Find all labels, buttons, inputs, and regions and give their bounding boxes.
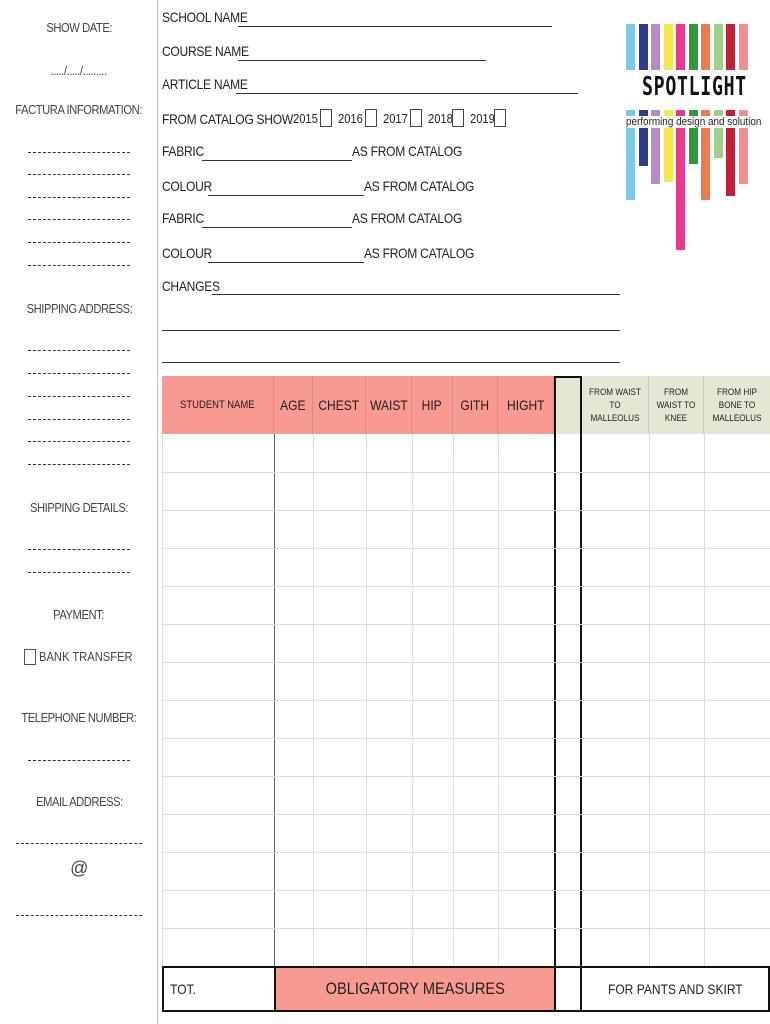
changes-label: CHANGES bbox=[162, 278, 220, 294]
show-date-label: SHOW DATE: bbox=[46, 20, 112, 35]
col-waist-to-malleolus: FROM WAIST TO MALLEOLUS bbox=[582, 376, 649, 434]
col-hip: HIP bbox=[412, 376, 453, 434]
logo-color-bar bbox=[701, 24, 710, 200]
table-row[interactable] bbox=[162, 548, 770, 549]
shipping-address-line[interactable] bbox=[28, 464, 130, 465]
catalog-show-label: FROM CATALOG SHOW bbox=[162, 111, 293, 127]
table-row[interactable] bbox=[162, 814, 770, 815]
shipping-address-line[interactable] bbox=[28, 441, 130, 442]
spotlight-logo bbox=[622, 20, 762, 256]
telephone-number-label: TELEPHONE NUMBER: bbox=[21, 710, 137, 725]
fabric-label-1: FABRIC bbox=[162, 143, 204, 159]
table-footer bbox=[162, 966, 770, 1012]
colour-suffix-1: AS FROM CATALOG bbox=[364, 178, 475, 194]
sidebar bbox=[0, 0, 158, 1024]
fabric-input-2[interactable] bbox=[202, 227, 352, 228]
table-row[interactable] bbox=[162, 928, 770, 929]
school-name-input[interactable] bbox=[238, 26, 552, 27]
table-row[interactable] bbox=[162, 510, 770, 511]
obligatory-measures-label: OBLIGATORY MEASURES bbox=[274, 968, 556, 1010]
changes-input-line[interactable] bbox=[212, 294, 620, 295]
payment-label: PAYMENT: bbox=[53, 607, 105, 622]
total-label: TOT. bbox=[170, 981, 196, 997]
colour-input-1[interactable] bbox=[208, 195, 364, 196]
show-date-field[interactable]: ...../...../......... bbox=[50, 63, 108, 78]
col-waist-to-knee: FROM WAIST TO KNEE bbox=[649, 376, 704, 434]
shipping-address-line[interactable] bbox=[28, 373, 130, 374]
course-name-input[interactable] bbox=[238, 60, 486, 61]
col-separator bbox=[554, 376, 582, 434]
col-student-name: STUDENT NAME bbox=[162, 376, 274, 434]
col-hip-bone-to-malleolus: FROM HIP BONE TO MALLEOLUS bbox=[704, 376, 770, 434]
logo-color-bar bbox=[726, 24, 735, 196]
table-row[interactable] bbox=[162, 738, 770, 739]
at-symbol: @ bbox=[70, 858, 88, 878]
table-row[interactable] bbox=[162, 852, 770, 853]
table-row[interactable] bbox=[162, 662, 770, 663]
factura-line[interactable] bbox=[28, 174, 130, 175]
year-option-2018[interactable]: 2018 bbox=[428, 111, 457, 126]
year-checkbox[interactable] bbox=[452, 109, 464, 127]
factura-line[interactable] bbox=[28, 219, 130, 220]
fabric-input-1[interactable] bbox=[202, 160, 352, 161]
colour-suffix-2: AS FROM CATALOG bbox=[364, 245, 475, 261]
year-option-2019[interactable]: 2019 bbox=[470, 111, 499, 126]
table-row[interactable] bbox=[162, 586, 770, 587]
table-row[interactable] bbox=[162, 624, 770, 625]
colour-label-1: COLOUR bbox=[162, 178, 212, 194]
course-name-label: COURSE NAME bbox=[162, 43, 249, 59]
shipping-address-label: SHIPPING ADDRESS: bbox=[26, 301, 132, 316]
table-row[interactable] bbox=[162, 776, 770, 777]
bank-transfer-checkbox[interactable] bbox=[24, 649, 36, 665]
shipping-details-line[interactable] bbox=[28, 549, 130, 550]
factura-information-label: FACTURA INFORMATION: bbox=[15, 102, 143, 117]
year-option-2015[interactable]: 2015 bbox=[293, 111, 322, 126]
pants-skirt-label: FOR PANTS AND SKIRT bbox=[580, 968, 768, 1010]
changes-input-line[interactable] bbox=[162, 330, 620, 331]
year-checkbox[interactable] bbox=[365, 109, 377, 127]
year-option-2017[interactable]: 2017 bbox=[383, 111, 412, 126]
colour-label-2: COLOUR bbox=[162, 245, 212, 261]
year-checkbox[interactable] bbox=[410, 109, 422, 127]
col-gith: GITH bbox=[453, 376, 498, 434]
shipping-address-line[interactable] bbox=[28, 419, 130, 420]
article-name-label: ARTICLE NAME bbox=[162, 76, 248, 92]
factura-line[interactable] bbox=[28, 242, 130, 243]
measurements-table bbox=[162, 376, 770, 1012]
year-checkbox[interactable] bbox=[494, 109, 506, 127]
shipping-details-line[interactable] bbox=[28, 572, 130, 573]
col-age: AGE bbox=[274, 376, 313, 434]
bank-transfer-label: BANK TRANSFER bbox=[39, 649, 133, 665]
col-hight: HIGHT bbox=[498, 376, 554, 434]
shipping-address-line[interactable] bbox=[28, 396, 130, 397]
telephone-line[interactable] bbox=[28, 760, 130, 761]
logo-color-bar bbox=[626, 24, 635, 200]
email-address-label: EMAIL ADDRESS: bbox=[35, 794, 123, 809]
year-checkbox[interactable] bbox=[320, 109, 332, 127]
article-name-input[interactable] bbox=[236, 93, 578, 94]
table-row[interactable] bbox=[162, 890, 770, 891]
col-chest: CHEST bbox=[313, 376, 366, 434]
logo-subtitle: performing design and solution bbox=[626, 116, 762, 128]
fabric-label-2: FABRIC bbox=[162, 210, 204, 226]
bank-transfer-option[interactable] bbox=[24, 648, 148, 665]
factura-line[interactable] bbox=[28, 197, 130, 198]
year-option-2016[interactable]: 2016 bbox=[338, 111, 367, 126]
email-line[interactable] bbox=[16, 915, 142, 916]
shipping-details-label: SHIPPING DETAILS: bbox=[29, 500, 129, 515]
fabric-suffix-1: AS FROM CATALOG bbox=[352, 143, 463, 159]
school-name-label: SCHOOL NAME bbox=[162, 9, 248, 25]
table-row[interactable] bbox=[162, 700, 770, 701]
col-waist: WAIST bbox=[366, 376, 412, 434]
fabric-suffix-2: AS FROM CATALOG bbox=[352, 210, 463, 226]
shipping-address-line[interactable] bbox=[28, 350, 130, 351]
email-line[interactable] bbox=[16, 843, 142, 844]
logo-color-bar bbox=[676, 24, 685, 250]
table-row[interactable] bbox=[162, 472, 770, 473]
factura-line[interactable] bbox=[28, 265, 130, 266]
changes-input-line[interactable] bbox=[162, 362, 620, 363]
colour-input-2[interactable] bbox=[208, 262, 364, 263]
factura-line[interactable] bbox=[28, 152, 130, 153]
logo-title: SPOTLIGHT bbox=[642, 72, 747, 102]
